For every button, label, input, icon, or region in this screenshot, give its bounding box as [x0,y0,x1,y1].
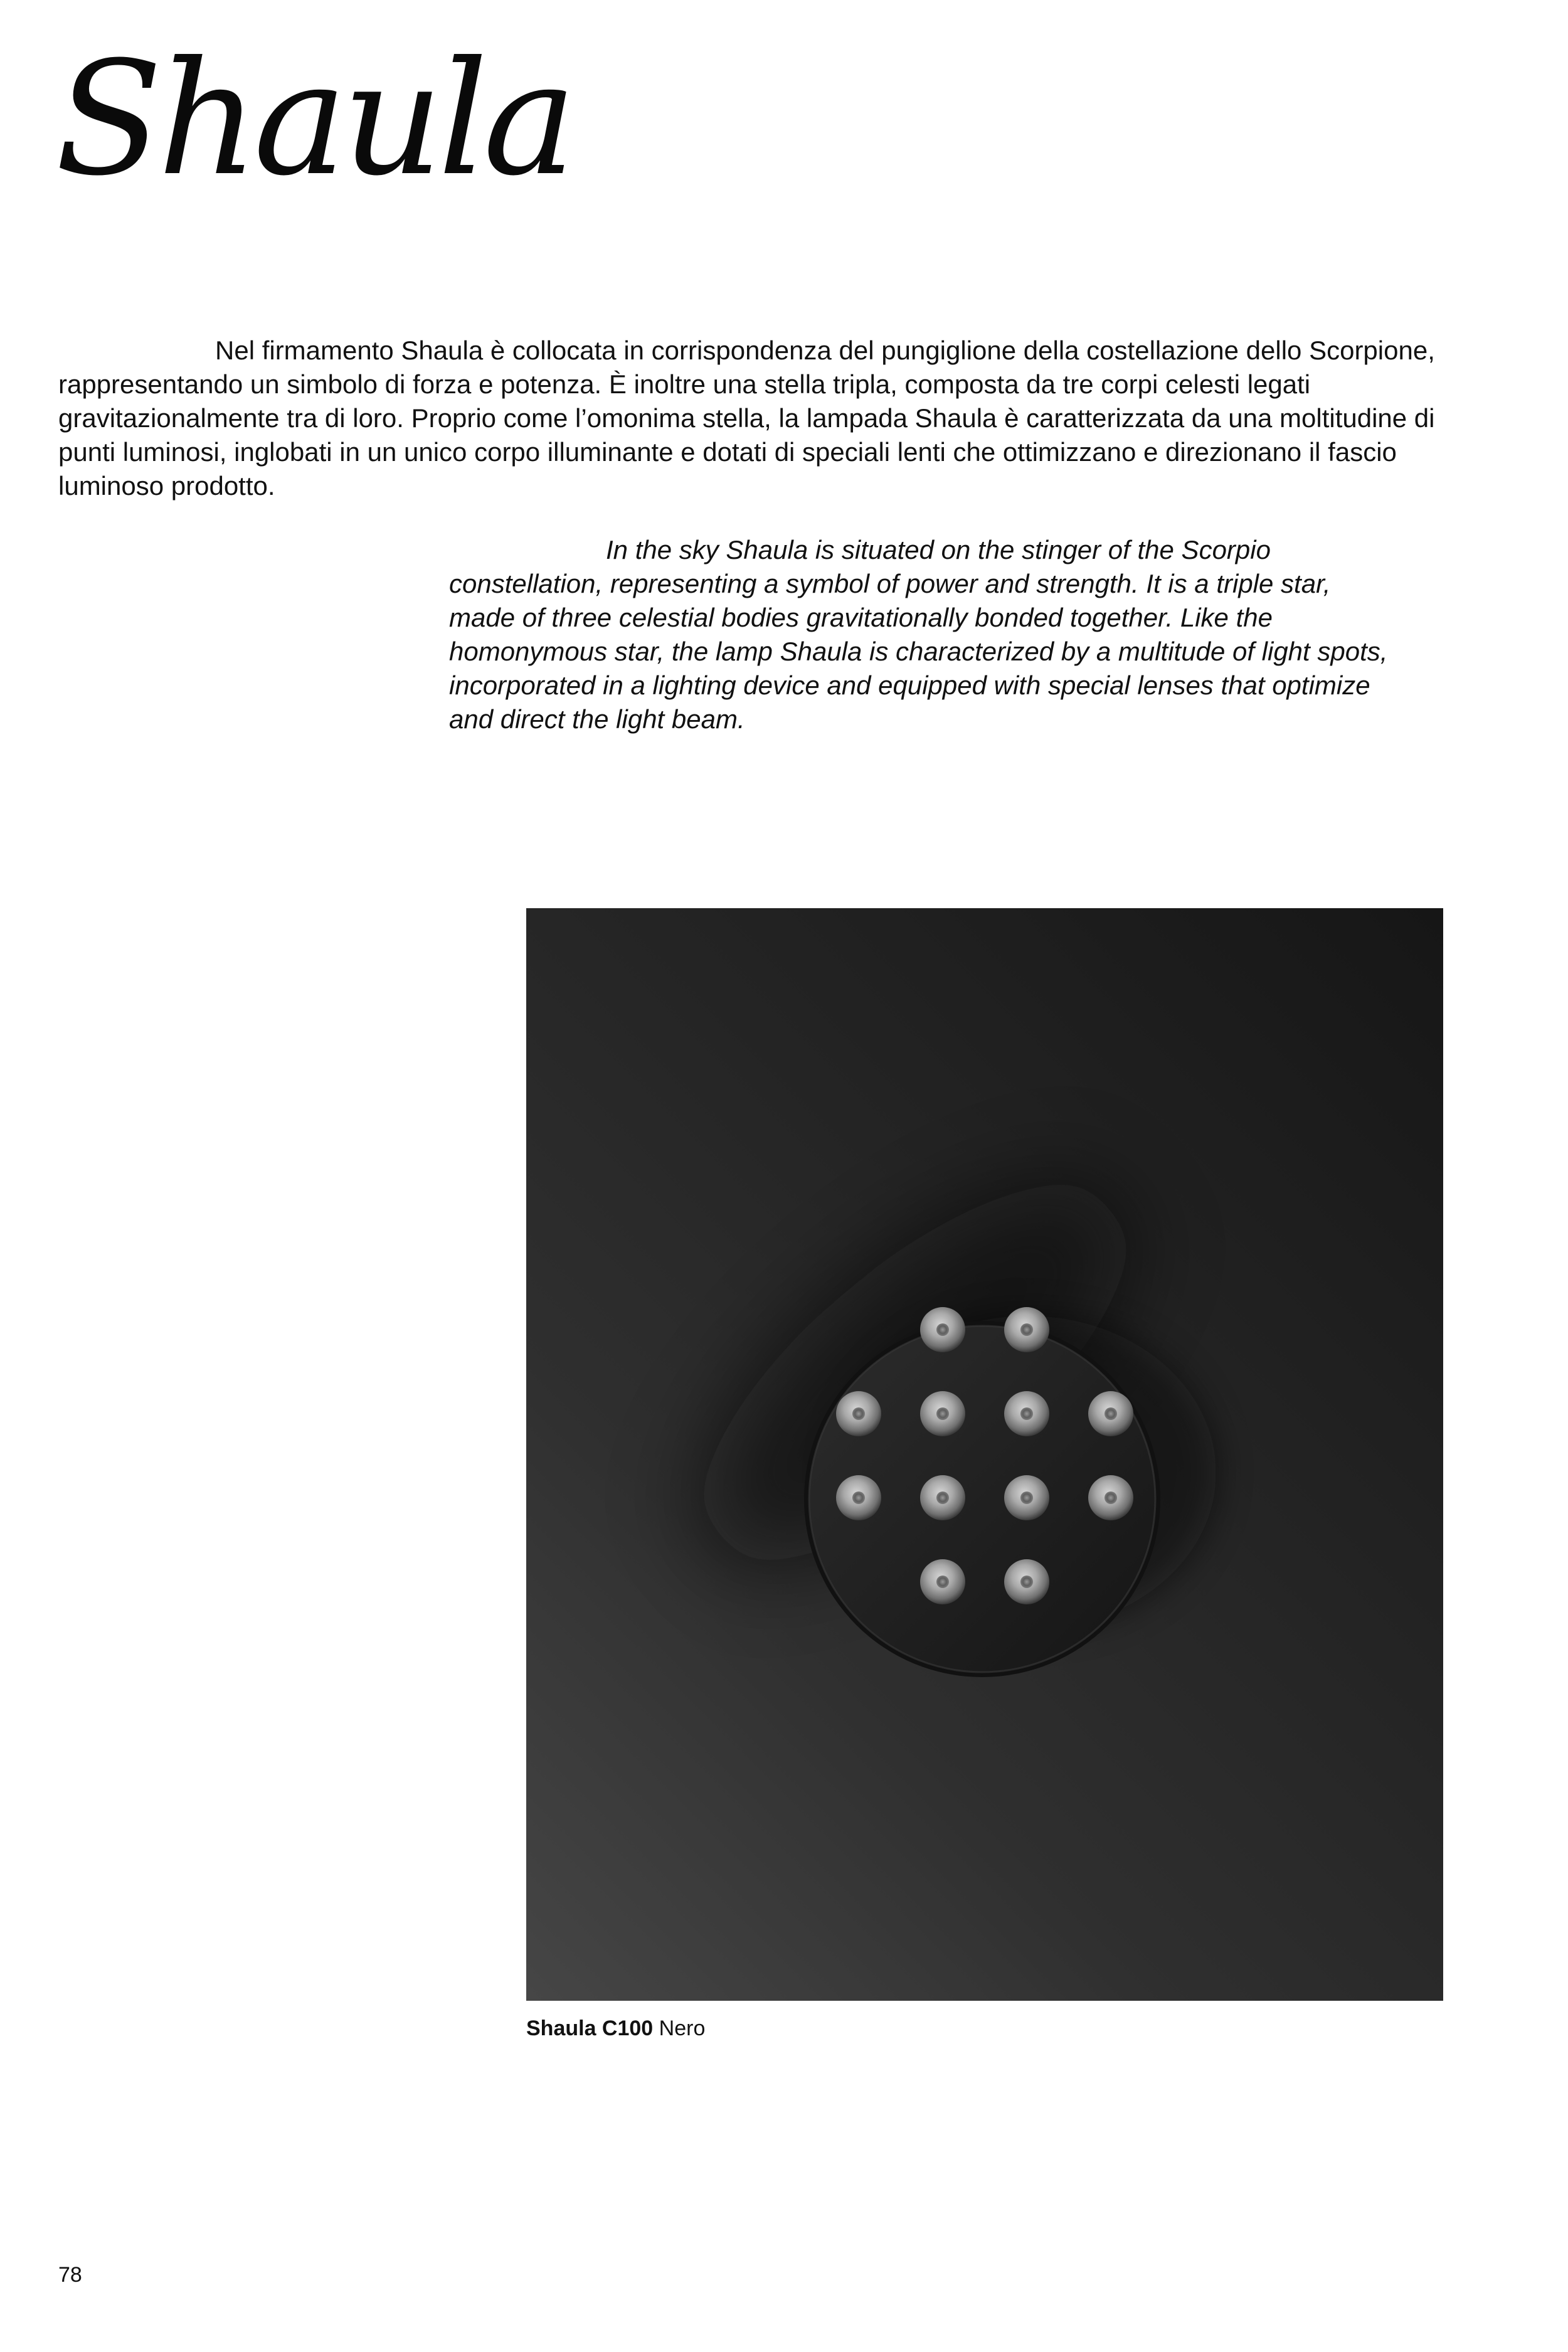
caption-finish: Nero [659,2016,706,2040]
lens [1088,1391,1133,1436]
lens [1088,1475,1133,1520]
lamp-illustration [526,908,1443,2001]
caption-model: Shaula C100 [526,2016,654,2040]
intro-text-english: In the sky Shaula is situated on the stinger of the Scorpio constellation, representing a symbol of power and strength. It is a triple star, made of three celestial bodies gravitationally bonded together. Like the homonymous star, the lamp Shaula is characterized by a multitude of light spots, incorporated in a lighting device and equipped with special lenses that optimize and direct the light beam. [449,535,1388,734]
page-title: Shaula [55,28,572,210]
lens [920,1307,965,1352]
lens [836,1391,881,1436]
product-photo [526,908,1443,2001]
intro-text-italian: Nel firmamento Shaula è collocata in corrispondenza del pungiglione della costellazione dello Scorpione, rappresentando un simbolo di forza e potenza. È inoltre una stella tripla, composta da tre corpi celesti legati gravitazionalmente tra di loro. Proprio come l’omonima stella, la lampada Shaula è caratterizzata da una moltitudine di punti luminosi, inglobati in un unico corpo illuminante e dotati di speciali lenti che ottimizzano e direzionano il fascio luminoso prodotto. [58,336,1435,501]
lens [1004,1559,1049,1604]
lens [1004,1307,1049,1352]
product-caption [526,2015,705,2042]
page-number: 78 [58,2263,82,2287]
lens [920,1559,965,1604]
lens [836,1475,881,1520]
lens [1004,1391,1049,1436]
lens [920,1391,965,1436]
lens [920,1475,965,1520]
lens [1004,1475,1049,1520]
